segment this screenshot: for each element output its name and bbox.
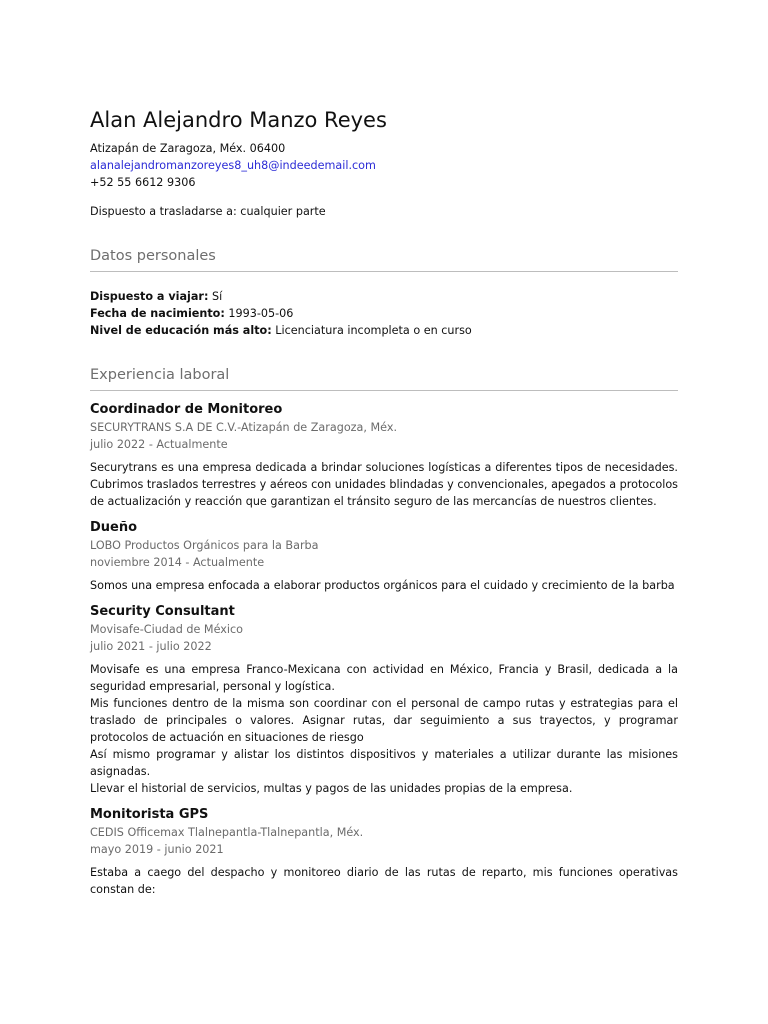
job-title: Security Consultant: [90, 604, 235, 619]
travel-label: Dispuesto a viajar:: [90, 290, 209, 303]
personal-section: [90, 246, 678, 339]
education-label: Nivel de educación más alto:: [90, 324, 272, 337]
job-entry: [90, 401, 678, 510]
job-description: [90, 577, 678, 594]
job-entry: [90, 603, 678, 797]
resume-content: [90, 106, 678, 898]
experience-section: [90, 365, 678, 898]
job-description: [90, 459, 678, 510]
travel-row: [90, 288, 678, 305]
job-company: CEDIS Officemax Tlalnepantla-Tlalnepantla, Méx.: [90, 826, 364, 839]
birth-label: Fecha de nacimiento:: [90, 307, 225, 320]
personal-details: [90, 288, 678, 339]
job-description-line: Así mismo programar y alistar los distintos dispositivos y materiales a utilizar durante las misiones asignadas.: [90, 748, 678, 778]
job-company: SECURYTRANS S.A DE C.V.-Atizapán de Zaragoza, Méx.: [90, 421, 398, 434]
job-dates: mayo 2019 - junio 2021: [90, 843, 224, 856]
job-company: Movisafe-Ciudad de México: [90, 623, 243, 636]
job-dates: noviembre 2014 - Actualmente: [90, 556, 265, 569]
education-row: [90, 322, 678, 339]
job-description-line: Estaba a caego del despacho y monitoreo diario de las rutas de reparto, mis funciones operativas constan de:: [90, 866, 678, 896]
phone: +52 55 6612 9306: [90, 176, 196, 189]
job-description-line: Securytrans es una empresa dedicada a brindar soluciones logísticas a diferentes tipos de necesidades. Cubrimos traslados terrestres y aéreos con unidades blindadas y convencionales, apegados a protocolos de actualización y reacción que garantizan el tránsito seguro de las mercancías de nuestros clientes.: [90, 461, 678, 508]
job-title: Monitorista GPS: [90, 807, 209, 822]
job-description: [90, 661, 678, 797]
job-description: [90, 864, 678, 898]
email-link[interactable]: alanalejandromanzoreyes8_uh8@indeedemail.com: [90, 159, 376, 172]
job-dates: julio 2022 - Actualmente: [90, 438, 228, 451]
location: Atizapán de Zaragoza, Méx. 06400: [90, 142, 286, 155]
job-list: [90, 401, 678, 898]
job-title: Coordinador de Monitoreo: [90, 402, 283, 417]
job-description-line: Mis funciones dentro de la misma son coordinar con el personal de campo rutas y estrategias para el traslado de principales o valores. Asignar rutas, dar seguimiento a sus trayectos, y programar protocolos de actuación en situaciones de riesgo: [90, 697, 678, 744]
travel-value: Sí: [212, 290, 223, 303]
section-title-personal: Datos personales: [90, 246, 678, 272]
relocation-note: Dispuesto a trasladarse a: cualquier parte: [90, 205, 326, 218]
section-title-experience: Experiencia laboral: [90, 365, 678, 391]
candidate-name: Alan Alejandro Manzo Reyes: [90, 108, 387, 132]
contact-block: [90, 140, 678, 191]
job-company: LOBO Productos Orgánicos para la Barba: [90, 539, 319, 552]
job-description-line: Llevar el historial de servicios, multas y pagos de las unidades propias de la empresa.: [90, 782, 573, 795]
job-entry: [90, 519, 678, 594]
job-description-line: Movisafe es una empresa Franco-Mexicana con actividad en México, Francia y Brasil, dedicada a la seguridad empresarial, personal y logística.: [90, 663, 678, 693]
job-entry: [90, 806, 678, 898]
job-title: Dueño: [90, 520, 138, 535]
birth-row: [90, 305, 678, 322]
job-description-line: Somos una empresa enfocada a elaborar productos orgánicos para el cuidado y crecimiento de la barba: [90, 579, 675, 592]
education-value: Licenciatura incompleta o en curso: [275, 324, 472, 337]
birth-value: 1993-05-06: [228, 307, 294, 320]
job-dates: julio 2021 - julio 2022: [90, 640, 212, 653]
